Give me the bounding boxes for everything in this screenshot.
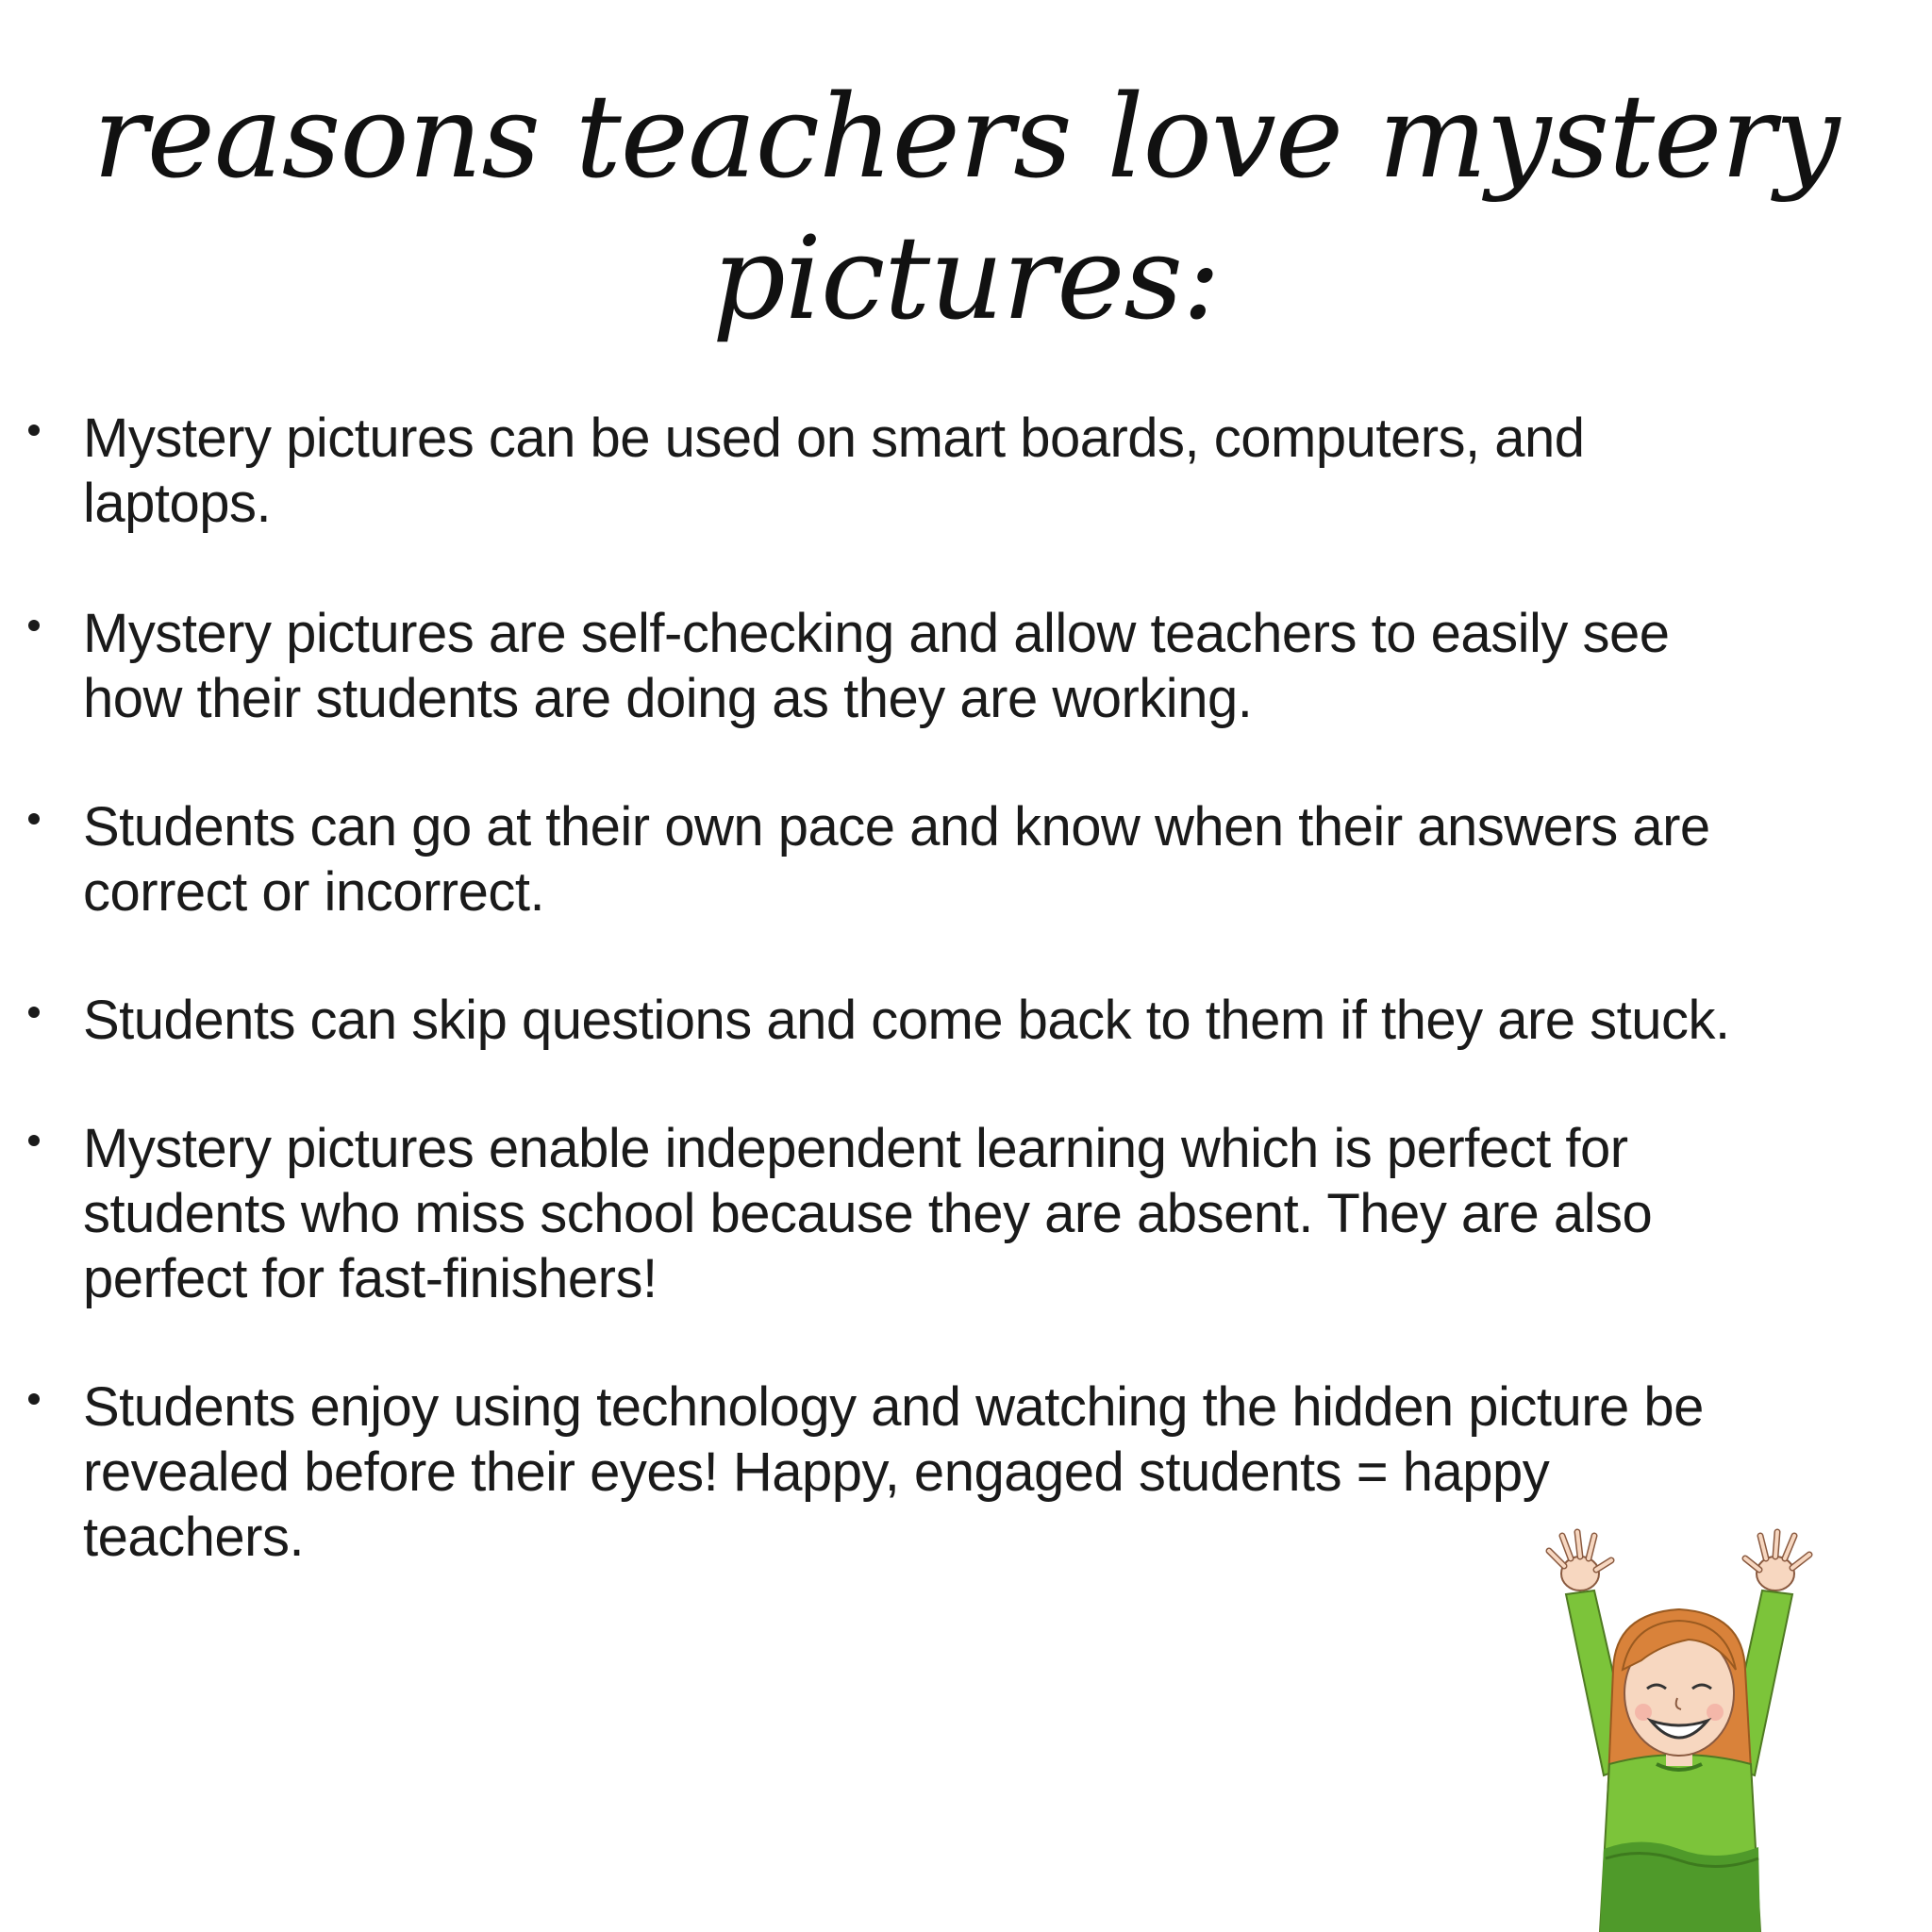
list-item-line: laptops.	[83, 473, 272, 534]
bullet-dot-icon	[28, 620, 40, 631]
list-item-line: students who miss school because they are absent. They are also	[83, 1183, 1653, 1244]
bullet-dot-icon	[28, 1393, 40, 1405]
bullet-dot-icon	[28, 1007, 40, 1018]
bullet-dot-icon	[28, 1135, 40, 1146]
left-hand-icon	[1549, 1532, 1611, 1591]
list-item-text	[83, 794, 1908, 924]
list-item-line: correct or incorrect.	[83, 861, 545, 923]
list-item-line: Mystery pictures can be used on smart boards, computers, and	[83, 408, 1585, 469]
bullet-dot-icon	[28, 425, 40, 436]
list-item-text	[83, 988, 1908, 1053]
list-item-line: teachers.	[83, 1507, 305, 1568]
bullet-dot-icon	[28, 813, 40, 824]
title-line-2: pictures:	[711, 211, 1221, 345]
list-item-line: Students enjoy using technology and watching the hidden picture be	[83, 1376, 1704, 1438]
list-item-line: perfect for fast-finishers!	[83, 1248, 658, 1309]
list-item-line: Students can go at their own pace and know when their answers are	[83, 796, 1710, 858]
title-line-1: reasons teachers love mystery	[92, 70, 1840, 204]
page-title	[0, 66, 1932, 349]
list-item-line: Students can skip questions and come back to them if they are stuck.	[83, 990, 1730, 1051]
list-item-text	[83, 406, 1908, 536]
happy-student-illustration	[1528, 1528, 1830, 1932]
list-item-text	[83, 1116, 1908, 1311]
list-item-line: Mystery pictures enable independent learning which is perfect for	[83, 1118, 1628, 1179]
list-item-line: revealed before their eyes! Happy, engaged students = happy	[83, 1441, 1550, 1503]
list-item-line: how their students are doing as they are working.	[83, 668, 1253, 729]
list-item-line: Mystery pictures are self-checking and allow teachers to easily see	[83, 603, 1670, 664]
right-hand-icon	[1745, 1532, 1809, 1591]
list-item-text	[83, 601, 1908, 731]
